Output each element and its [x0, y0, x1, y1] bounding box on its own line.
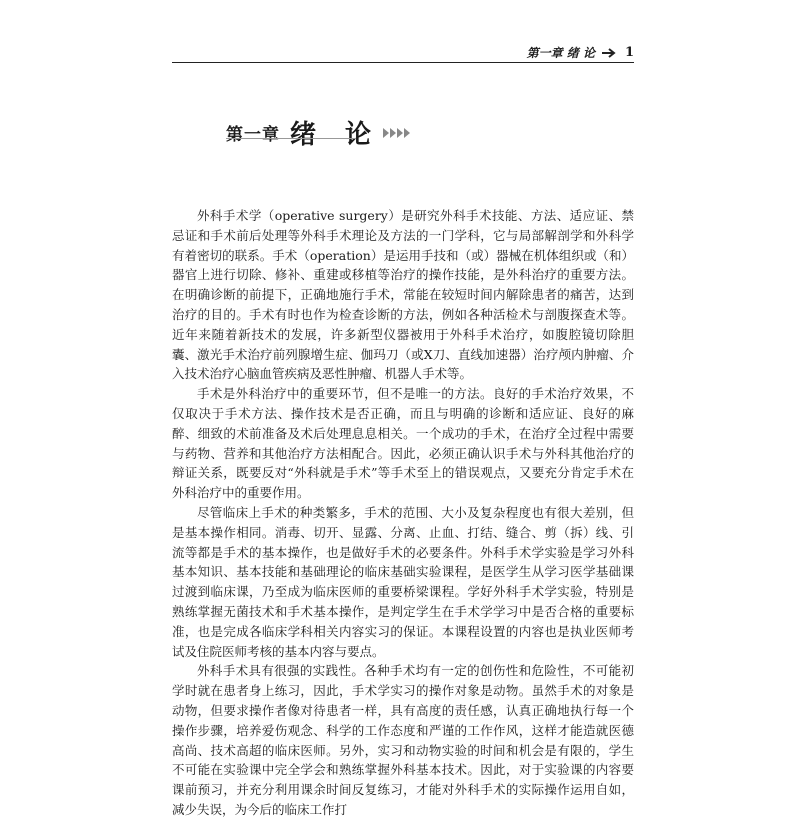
header-rule [172, 62, 634, 63]
body-text [172, 206, 634, 820]
arrow-icon [601, 47, 617, 59]
paragraph: 尽管临床上手术的种类繁多，手术的范围、大小及复杂程度也有很大差别，但是基本操作相同。消毒、切开、显露、分离、止血、打结、缝合、剪（拆）线、引流等都是手术的基本操作，也是做好手术的必要条件。外科手术学实验是学习外科基本知识、基本技能和基础理论的临床基础实验课程，是医学生从学习医学基础课过渡到临床课，乃至成为临床医师的重要桥梁课程。学好外科手术学实验，特别是熟练掌握无菌技术和手术基本操作，是判定学生在手术学学习中是否合格的重要标准，也是完成各临床学科相关内容实习的保证。本课程设置的内容也是执业医师考试及住院医师考核的基本内容与要点。 [172, 504, 634, 659]
page-number: 1 [624, 45, 634, 60]
chevrons-icon [383, 128, 411, 138]
running-title: 第一章 绪 论 [526, 46, 595, 60]
paragraph: 手术是外科治疗中的重要环节，但不是唯一的方法。良好的手术治疗效果，不仅取决于手术方法、操作技术是否正确，而且与明确的诊断和适应证、良好的麻醉、细致的术前准备及术后处理息息相关。一个成功的手术，在治疗全过程中需要与药物、营养和其他治疗方法相配合。因此，必须正确认识手术与外科其他治疗的辩证关系，既要反对“外科就是手术”等手术至上的错误观点，又要充分肯定手术在外科治疗中的重要作用。 [172, 386, 634, 501]
chapter-label: 第一章 [226, 125, 280, 145]
chapter-title: 绪 论 [290, 120, 382, 150]
running-header [527, 44, 634, 61]
chapter-underline [226, 138, 356, 139]
paragraph: 外科手术具有很强的实践性。各种手术均有一定的创伤性和危险性，不可能初学时就在患者身上练习，因此，手术学实习的操作对象是动物。虽然手术的对象是动物，但要求操作者像对待患者一样，具有高度的责任感，认真正确地执行每一个操作步骤，培养爱伤观念、科学的工作态度和严谨的工作作风，这样才能造就医德高尚、技术高超的临床医师。另外，实习和动物实验的时间和机会是有限的，学生不可能在实验课中完全学会和熟练掌握外科基本技术。因此，对于实验课的内容要课前预习，并充分利用课余时间反复练习，才能对外科手术的实际操作运用自如，减少失误，为今后的临床工作打 [172, 663, 634, 817]
paragraph: 外科手术学（operative surgery）是研究外科手术技能、方法、适应证、禁忌证和手术前后处理等外科手术理论及方法的一门学科，它与局部解剖学和外科学有着密切的联系。手术（operation）是运用手技和（或）器械在机体组织或（和）器官上进行切除、修补、重建或移植等治疗的操作技能，是外科治疗的重要方法。在明确诊断的前提下，正确地施行手术，常能在较短时间内解除患者的痛苦，达到治疗的目的。手术有时也作为检查诊断的方法，例如各种活检术与剖腹探查术等。近年来随着新技术的发展，许多新型仪器被用于外科手术治疗，如腹腔镜切除胆囊、激光手术治疗前列腺增生症、伽玛刀（或X刀、直线加速器）治疗颅内肿瘤、介入技术治疗心脑血管疾病及恶性肿瘤、机器人手术等。 [172, 208, 634, 382]
chapter-heading [226, 114, 411, 151]
